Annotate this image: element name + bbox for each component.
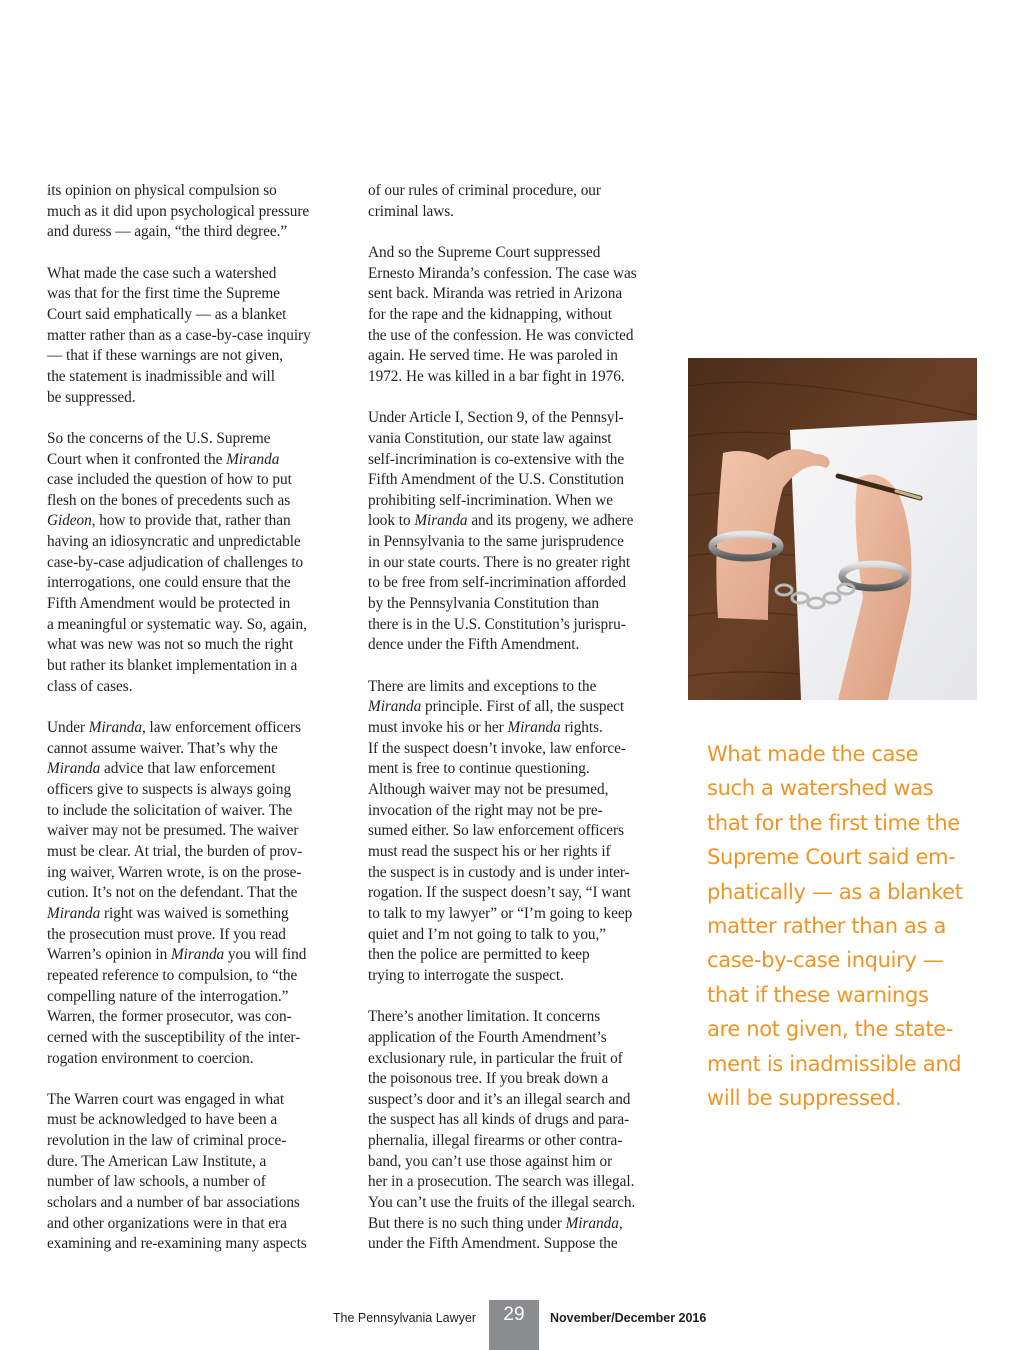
page-number: 29 — [489, 1300, 539, 1350]
case-name-italic: Miranda — [414, 512, 468, 530]
handcuffed-hands-photo — [688, 358, 977, 700]
pull-quote: What made the case such a watershed was that for the first time the Supreme Court said em- phatically — as a blanket matter rather than as a case-by-case inquiry — that if these warnings are not given, the state- ment is inadmissible and will be suppressed. — [707, 742, 963, 1111]
publication-name: The Pennsylvania Lawyer — [332, 1311, 476, 1325]
paragraph: The Warren court was engaged in what must be acknowledged to have been a revolution in the law of criminal proce- dure. The American Law Institute, a number of law schools, a number of scholars and a number of bar associations and other organizations were in that era examining and re-examining many aspects — [47, 1090, 307, 1253]
case-name-italic: Miranda — [565, 1214, 619, 1232]
article-column-middle — [368, 181, 668, 1276]
case-name-italic: Miranda — [47, 760, 101, 778]
case-name-italic: Gideon — [47, 512, 92, 530]
case-name-italic: Miranda — [368, 698, 422, 716]
paragraph: And so the Supreme Court suppressed Ernesto Miranda’s confession. The case was sent back. Miranda was retried in Arizona for the rape and the kidnapping, without the use of the confession. He was convicted again. He served time. He was paroled in 1972. He was killed in a bar fight in 1976. — [368, 243, 637, 385]
paragraph: There’s another limitation. It concerns application of the Fourth Amendment’s exclusionary rule, in particular the fruit of the poisonous tree. If you break down a suspect’s door and it’s an illegal search and the suspect has all kinds of drugs and para- phernalia, illegal firearms or other contra- band, you can’t use those against him or her in a prosecution. The search was illegal. You can’t use the fruits of the illegal search. But there is no such thing under Miranda, under the Fifth Amendment. Suppose the — [368, 1008, 636, 1253]
paragraph: There are limits and exceptions to the Miranda principle. First of all, the suspect must invoke his or her Miranda rights. If the suspect doesn’t invoke, law enforce- ment is free to continue questioning. Although waiver may not be presumed, invocation of the right may not be pre- sumed either. So law enforcement officers must read the suspect his or her rights if the suspect is in custody and is under inter- rogation. If the suspect doesn’t say, “I want to talk to my lawyer” or “I’m going to keep quiet and I’m not going to talk to you,” then the police are permitted to keep trying to interrogate the suspect. — [368, 677, 633, 984]
paragraph: What made the case such a watershed was that for the first time the Supreme Court said emphatically — as a blanket matter rather than as a case-by-case inquiry — that if these warnings are not given, the statement is inadmissible and will be suppressed. — [47, 264, 311, 406]
paragraph: So the concerns of the U.S. Supreme Court when it confronted the Miranda case included the question of how to put flesh on the bones of precedents such as Gideon, how to provide that, rather than having an idiosyncratic and unpredictable case-by-case adjudication of challenges to interrogations, one could ensure that the Fifth Amendment would be protected in a meaningful or systematic way. So, again, what was new was not so much the right but rather its blanket implementation in a class of cases. — [47, 429, 307, 695]
issue-date: November/December 2016 — [550, 1311, 707, 1325]
paragraph: Under Article I, Section 9, of the Pennsyl- vania Constitution, our state law against self-incrimination is co-extensive with the Fifth Amendment of the U.S. Constitution prohibiting self-incrimination. When we look to Miranda and its progeny, we adhere in Pennsylvania to the same jurisprudence in our state courts. There is no greater right to be free from self-incrimination afforded by the Pennsylvania Constitution than there is in the U.S. Constitution’s jurispru- dence under the Fifth Amendment. — [368, 409, 634, 654]
paragraph: its opinion on physical compulsion so much as it did upon psychological pressure and duress — again, “the third degree.” — [47, 182, 310, 241]
paragraph: of our rules of criminal procedure, our criminal laws. — [368, 182, 601, 220]
article-column-left — [47, 181, 347, 1276]
paragraph: Under Miranda, law enforcement officers cannot assume waiver. That’s why the Miranda advice that law enforcement officers give to suspects is always going to include the solicitation of waiver. The waiver may not be presumed. The waiver must be clear. At trial, the burden of prov- ing waiver, Warren wrote, is on the prose- cution. It’s not on the defendant. That the Miranda right was waived is something the prosecution must prove. If you read Warren’s opinion in Miranda you will find repeated reference to compulsion, to “the compelling nature of the interrogation.” Warren, the former prosecutor, was con- cerned with the susceptibility of the inter- rogation environment to coercion. — [47, 719, 307, 1067]
case-name-italic: Miranda — [170, 946, 225, 964]
case-name-italic: Miranda — [226, 450, 280, 468]
case-name-italic: Miranda — [507, 719, 561, 737]
page-footer — [0, 1300, 1024, 1350]
case-name-italic: Miranda — [47, 904, 101, 922]
case-name-italic: Miranda, — [88, 719, 146, 737]
